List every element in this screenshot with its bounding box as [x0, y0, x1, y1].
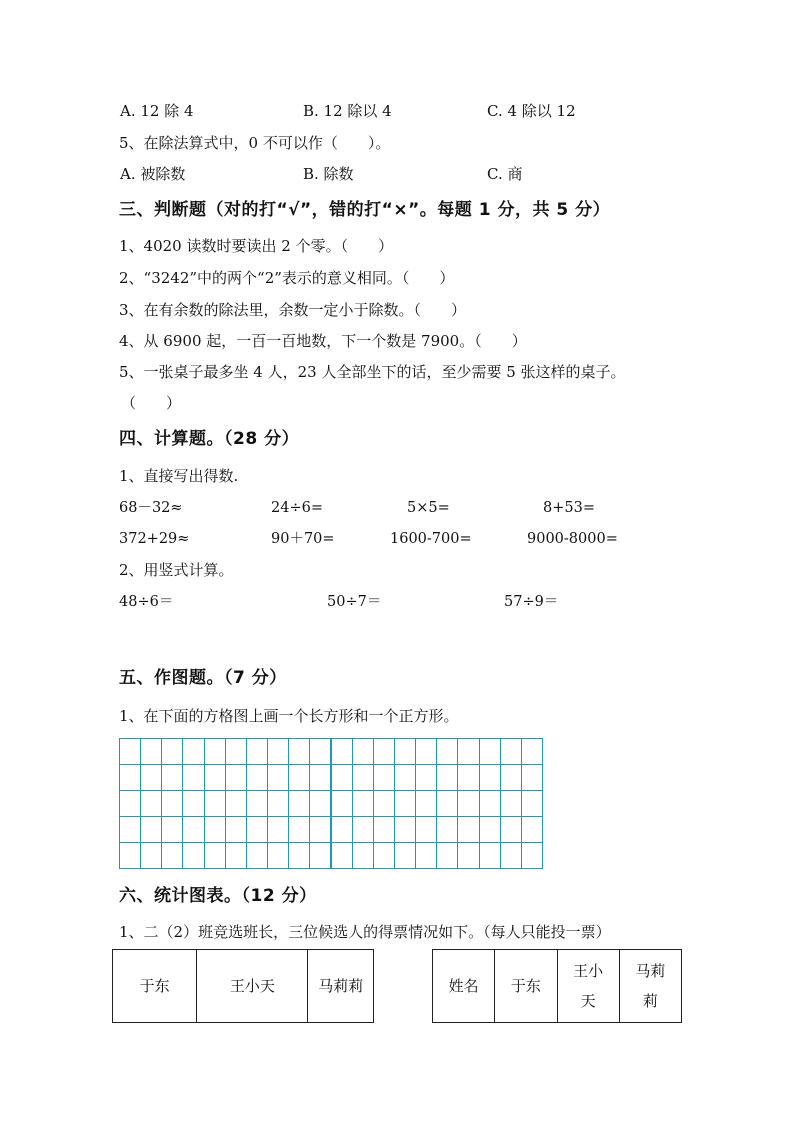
calc-r2c3: 1600-700=: [390, 531, 472, 547]
drawing-grid[interactable]: [119, 738, 542, 868]
grid-cell[interactable]: [182, 816, 204, 843]
judge-item-1: 1、4020 读数时要读出 2 个零。（ ）: [119, 237, 394, 255]
grid-cell[interactable]: [267, 816, 289, 843]
table2-cell-wangxiaotian: 王小 天: [557, 950, 619, 1023]
grid-cell[interactable]: [288, 764, 310, 791]
calc-r2c2: 90＋70=: [271, 531, 335, 547]
grid-cell[interactable]: [119, 764, 141, 791]
grid-cell[interactable]: [288, 816, 310, 843]
grid-cell[interactable]: [161, 790, 183, 817]
judge-item-2: 2、“3242”中的两个“2”表示的意义相同。（ ）: [119, 269, 455, 287]
calc-r2c4: 9000-8000=: [527, 531, 618, 547]
grid-cell[interactable]: [204, 790, 226, 817]
q5-stem: 5、在除法算式中，0 不可以作（ ）。: [119, 134, 391, 152]
grid-cell[interactable]: [500, 842, 522, 869]
judge-item-5: 5、一张桌子最多坐 4 人，23 人全部坐下的话，至少需要 5 张这样的桌子。: [119, 363, 626, 381]
grid-cell[interactable]: [457, 842, 479, 869]
grid-cell[interactable]: [500, 738, 522, 765]
vertical-calc-1: 48÷6＝: [119, 594, 174, 610]
grid-cell[interactable]: [521, 816, 543, 843]
grid-cell[interactable]: [394, 816, 416, 843]
grid-cell[interactable]: [521, 790, 543, 817]
grid-cell[interactable]: [479, 738, 501, 765]
section3-title: 三、判断题（对的打“√”，错的打“×”。每题 1 分，共 5 分）: [119, 200, 611, 220]
grid-cell[interactable]: [331, 738, 353, 765]
grid-cell[interactable]: [182, 790, 204, 817]
grid-cell[interactable]: [204, 816, 226, 843]
calc-r1c3: 5×5=: [407, 500, 450, 516]
grid-cell[interactable]: [246, 816, 268, 843]
table1-cell-malili: 马莉莉: [308, 950, 374, 1023]
vote-table-1: [112, 949, 374, 1023]
grid-cell[interactable]: [225, 790, 247, 817]
q4-option-c: C. 4 除以 12: [487, 102, 576, 120]
grid-cell[interactable]: [352, 816, 374, 843]
grid-cell[interactable]: [331, 816, 353, 843]
q5-option-a: A. 被除数: [120, 165, 186, 183]
grid-cell[interactable]: [246, 790, 268, 817]
grid-cell[interactable]: [225, 816, 247, 843]
grid-cell[interactable]: [500, 790, 522, 817]
grid-cell[interactable]: [521, 842, 543, 869]
grid-cell[interactable]: [309, 842, 331, 869]
grid-cell[interactable]: [204, 738, 226, 765]
vertical-calc-3: 57÷9＝: [504, 594, 559, 610]
grid-cell[interactable]: [225, 764, 247, 791]
grid-cell[interactable]: [309, 790, 331, 817]
section6-title: 六、统计图表。（12 分）: [119, 886, 317, 906]
grid-cell[interactable]: [161, 816, 183, 843]
grid-cell[interactable]: [288, 842, 310, 869]
grid-cell[interactable]: [288, 738, 310, 765]
grid-cell[interactable]: [373, 764, 395, 791]
calc-r1c2: 24÷6=: [271, 500, 323, 516]
table1-cell-wangxiaotian: 王小天: [197, 950, 308, 1023]
vertical-calc-2: 50÷7＝: [327, 594, 382, 610]
grid-cell[interactable]: [479, 842, 501, 869]
grid-cell[interactable]: [394, 790, 416, 817]
grid-cell[interactable]: [479, 790, 501, 817]
section5-title: 五、作图题。（7 分）: [119, 668, 287, 688]
grid-cell[interactable]: [204, 842, 226, 869]
judge-item-5-bracket: （ ）: [121, 394, 182, 412]
grid-cell[interactable]: [140, 790, 162, 817]
grid-cell[interactable]: [521, 764, 543, 791]
q5-option-c: C. 商: [487, 165, 523, 183]
grid-cell[interactable]: [140, 738, 162, 765]
grid-cell[interactable]: [331, 790, 353, 817]
grid-cell[interactable]: [331, 764, 353, 791]
grid-cell[interactable]: [436, 816, 458, 843]
grid-cell[interactable]: [500, 764, 522, 791]
grid-cell[interactable]: [436, 764, 458, 791]
grid-cell[interactable]: [182, 764, 204, 791]
grid-cell[interactable]: [436, 842, 458, 869]
grid-cell[interactable]: [352, 738, 374, 765]
grid-cell[interactable]: [436, 738, 458, 765]
table1-cell-yudong: 于东: [113, 950, 197, 1023]
grid-cell[interactable]: [457, 764, 479, 791]
grid-cell[interactable]: [415, 764, 437, 791]
grid-cell[interactable]: [415, 790, 437, 817]
table2-cell-name-header: 姓名: [433, 950, 495, 1023]
q5-option-b: B. 除数: [303, 165, 354, 183]
grid-cell[interactable]: [352, 790, 374, 817]
grid-cell[interactable]: [373, 790, 395, 817]
grid-cell[interactable]: [373, 842, 395, 869]
grid-cell[interactable]: [457, 816, 479, 843]
grid-cell[interactable]: [352, 842, 374, 869]
grid-cell[interactable]: [267, 764, 289, 791]
grid-cell[interactable]: [373, 816, 395, 843]
grid-cell[interactable]: [521, 738, 543, 765]
calc-sub2: 2、用竖式计算。: [119, 561, 234, 579]
q4-option-a: A. 12 除 4: [120, 102, 194, 120]
grid-cell[interactable]: [394, 764, 416, 791]
grid-cell[interactable]: [182, 842, 204, 869]
draw-sub1: 1、在下面的方格图上画一个长方形和一个正方形。: [119, 707, 459, 725]
calc-sub1: 1、直接写出得数.: [119, 467, 239, 485]
calc-r1c1: 68－32≈: [119, 500, 183, 516]
grid-cell[interactable]: [225, 738, 247, 765]
grid-cell[interactable]: [119, 842, 141, 869]
calc-r1c4: 8+53=: [543, 500, 595, 516]
grid-cell[interactable]: [373, 738, 395, 765]
grid-cell[interactable]: [479, 764, 501, 791]
table2-cell-yudong: 于东: [495, 950, 557, 1023]
grid-cell[interactable]: [394, 738, 416, 765]
grid-cell[interactable]: [119, 738, 141, 765]
grid-cell[interactable]: [204, 764, 226, 791]
grid-cell[interactable]: [246, 842, 268, 869]
grid-cell[interactable]: [182, 738, 204, 765]
grid-cell[interactable]: [288, 790, 310, 817]
grid-cell[interactable]: [161, 764, 183, 791]
grid-cell[interactable]: [309, 738, 331, 765]
grid-cell[interactable]: [331, 842, 353, 869]
grid-cell[interactable]: [500, 816, 522, 843]
grid-cell[interactable]: [246, 764, 268, 791]
grid-cell[interactable]: [119, 790, 141, 817]
grid-cell[interactable]: [140, 816, 162, 843]
calc-r2c1: 372+29≈: [119, 531, 190, 547]
grid-cell[interactable]: [457, 790, 479, 817]
grid-cell[interactable]: [352, 764, 374, 791]
grid-cell[interactable]: [457, 738, 479, 765]
q4-option-b: B. 12 除以 4: [303, 102, 392, 120]
grid-cell[interactable]: [246, 738, 268, 765]
grid-cell[interactable]: [415, 738, 437, 765]
grid-cell[interactable]: [161, 842, 183, 869]
grid-cell[interactable]: [267, 738, 289, 765]
grid-cell[interactable]: [140, 842, 162, 869]
grid-cell[interactable]: [161, 738, 183, 765]
section4-title: 四、计算题。（28 分）: [119, 429, 300, 449]
stats-sub1: 1、二（2）班竞选班长，三位候选人的得票情况如下。（每人只能投一票）: [119, 923, 611, 941]
judge-item-3: 3、在有余数的除法里，余数一定小于除数。（ ）: [119, 301, 467, 319]
grid-cell[interactable]: [267, 842, 289, 869]
judge-item-4: 4、从 6900 起，一百一百地数，下一个数是 7900。（ ）: [119, 332, 527, 350]
grid-cell[interactable]: [479, 816, 501, 843]
grid-cell[interactable]: [309, 764, 331, 791]
grid-cell[interactable]: [436, 790, 458, 817]
grid-cell[interactable]: [415, 816, 437, 843]
grid-cell[interactable]: [140, 764, 162, 791]
grid-cell[interactable]: [119, 816, 141, 843]
grid-cell[interactable]: [415, 842, 437, 869]
vote-table-2: [432, 949, 682, 1023]
table2-cell-malili: 马莉 莉: [619, 950, 681, 1023]
grid-cell[interactable]: [309, 816, 331, 843]
grid-cell[interactable]: [394, 842, 416, 869]
grid-cell[interactable]: [267, 790, 289, 817]
grid-cell[interactable]: [225, 842, 247, 869]
